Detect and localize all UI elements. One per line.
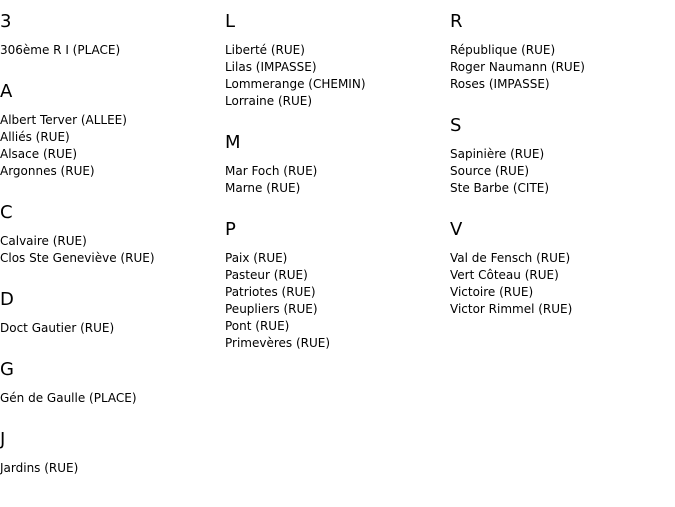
street-list <box>450 250 670 318</box>
letter-group-s <box>450 103 670 197</box>
section-letter: L <box>225 11 236 32</box>
letter-group-j <box>0 417 220 477</box>
letter-group-m <box>225 120 445 197</box>
street-item[interactable]: Primevères (RUE) <box>225 336 331 350</box>
section-letter: S <box>450 115 462 136</box>
street-list <box>225 250 445 352</box>
street-item[interactable]: Lilas (IMPASSE) <box>225 60 317 74</box>
street-item[interactable]: Jardins (RUE) <box>0 461 79 475</box>
street-item[interactable]: Victor Rimmel (RUE) <box>450 302 573 316</box>
section-letter: 3 <box>0 11 12 32</box>
section-letter: G <box>0 359 14 380</box>
street-list <box>0 42 220 59</box>
street-item[interactable]: Mar Foch (RUE) <box>225 164 318 178</box>
street-item[interactable]: Peupliers (RUE) <box>225 302 318 316</box>
section-letter: A <box>0 81 13 102</box>
street-list <box>450 42 670 93</box>
column-1 <box>0 0 220 477</box>
section-letter: J <box>0 429 6 450</box>
street-item[interactable]: Clos Ste Geneviève (RUE) <box>0 251 155 265</box>
street-list <box>225 42 445 110</box>
street-item[interactable]: Source (RUE) <box>450 164 530 178</box>
street-item[interactable]: Doct Gautier (RUE) <box>0 321 115 335</box>
section-letter: M <box>225 132 241 153</box>
street-item[interactable]: Vert Côteau (RUE) <box>450 268 559 282</box>
section-letter: P <box>225 219 236 240</box>
letter-group-r <box>450 0 670 93</box>
street-item[interactable]: Lommerange (CHEMIN) <box>225 77 366 91</box>
street-item[interactable]: 306ème R I (PLACE) <box>0 43 121 57</box>
street-item[interactable]: Paix (RUE) <box>225 251 288 265</box>
street-item[interactable]: Alliés (RUE) <box>0 130 70 144</box>
street-list <box>0 460 220 477</box>
street-item[interactable]: Gén de Gaulle (PLACE) <box>0 391 137 405</box>
street-item[interactable]: Marne (RUE) <box>225 181 301 195</box>
street-list <box>0 320 220 337</box>
street-item[interactable]: Calvaire (RUE) <box>0 234 87 248</box>
letter-group-3 <box>0 0 220 59</box>
letter-group-a <box>0 69 220 180</box>
street-item[interactable]: Ste Barbe (CITE) <box>450 181 550 195</box>
street-item[interactable]: Liberté (RUE) <box>225 43 305 57</box>
letter-group-v <box>450 207 670 318</box>
letter-group-c <box>0 190 220 267</box>
section-letter: R <box>450 11 463 32</box>
column-2 <box>225 0 445 352</box>
street-item[interactable]: Albert Terver (ALLEE) <box>0 113 127 127</box>
column-3 <box>450 0 670 318</box>
street-item[interactable]: République (RUE) <box>450 43 556 57</box>
street-item[interactable]: Pont (RUE) <box>225 319 290 333</box>
street-item[interactable]: Pasteur (RUE) <box>225 268 308 282</box>
section-letter: V <box>450 219 463 240</box>
street-item[interactable]: Alsace (RUE) <box>0 147 78 161</box>
street-item[interactable]: Roses (IMPASSE) <box>450 77 550 91</box>
street-item[interactable]: Patriotes (RUE) <box>225 285 316 299</box>
section-letter: D <box>0 289 14 310</box>
street-list <box>0 390 220 407</box>
street-item[interactable]: Argonnes (RUE) <box>0 164 95 178</box>
street-list <box>0 112 220 180</box>
street-list <box>450 146 670 197</box>
street-item[interactable]: Roger Naumann (RUE) <box>450 60 585 74</box>
letter-group-p <box>225 207 445 352</box>
street-item[interactable]: Sapinière (RUE) <box>450 147 545 161</box>
letter-group-d <box>0 277 220 337</box>
street-item[interactable]: Val de Fensch (RUE) <box>450 251 571 265</box>
letter-group-l <box>225 0 445 110</box>
street-item[interactable]: Victoire (RUE) <box>450 285 534 299</box>
street-list <box>0 233 220 267</box>
street-item[interactable]: Lorraine (RUE) <box>225 94 313 108</box>
section-letter: C <box>0 202 13 223</box>
street-list <box>225 163 445 197</box>
letter-group-g <box>0 347 220 407</box>
